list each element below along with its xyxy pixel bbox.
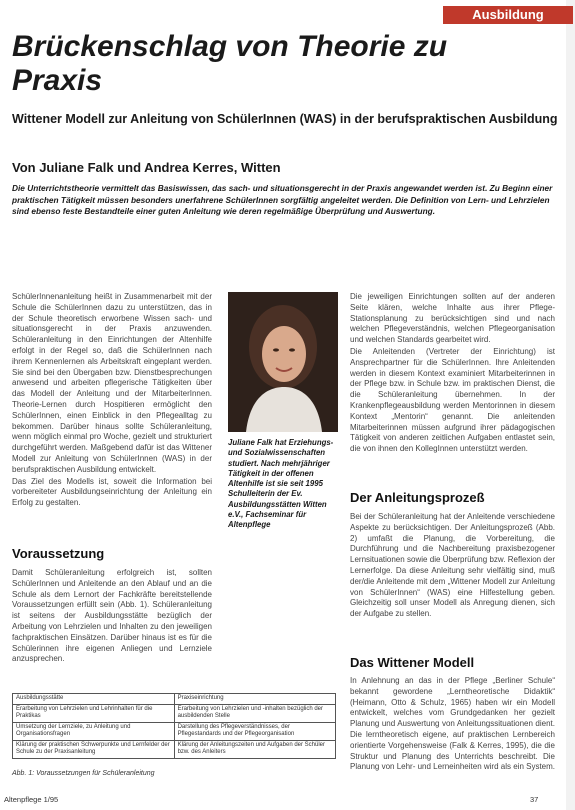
lead-paragraph: Die Unterrichtstheorie vermittelt das Basiswissen, das sach- und situationsgerecht in der Praxis angewandet werden ist. Zu Beginn einer praktischen Tätigkeit müssen besonders unerfahrene SchülerInnen sorgfältig angeleitet werden. Die Definition von Lern- und Lehrzielen sind ebenso feste Bestandteile einer guten Anleitung wie deren regelmäßige Überprüfung und Auswertung. [12, 183, 553, 216]
author-photo [228, 292, 338, 432]
section-tag: Ausbildung [443, 6, 573, 24]
body-paragraph: In Anlehnung an das in der Pflege „Berliner Schule“ bekannt gewordene „Lerntheoretische Didaktik“ (Heimann, Otto & Schulz, 1965) haben wir ein Modell entwickelt, welches vom Grundgedanken her gezielt Planung und Auswertung von Anleitungssituationen dient. Die lerntheoretisch eigene, auf praktischen Lernbereich orientierte Vorgehensweise (Falk & Kerres, 1995), die die Struktur und Planung des Unterrichts beschreibt. Die Planung von Lehr- und Lerneinheiten wird als ein System. [350, 676, 556, 772]
photo-caption: Juliane Falk hat Erziehungs- und Sozialwissenschaften studiert. Nach mehrjähriger Tätigkeit in der offenen Altenhilfe ist sie seit 1995 Schulleiterin der Ev. Ausbildungsstätten Witten e.V., Fachseminar für Altenpflege [228, 438, 334, 530]
page-number: 37 [530, 795, 539, 804]
column-1-bottom [12, 568, 212, 666]
body-paragraph: Bei der Schüleranleitung hat der Anleitende verschiedene Aspekte zu berücksichtigen. Der Anleitungsprozeß (Abb. 2) umfaßt die Planung, die Vorbereitung, die Durchführung und die Nachbereitung praxisbezogener Lernsituationen sowie die Überprüfung bzw. Reflexion der Lernerfolge. Da diese Anleitung sehr vielfältig sind, muß der/die Anleitende mit dem „Wittener Modell zur Anleitung von SchülerInnen“ (WAS) eine Hilfestellung geben. Gleichzeitig soll unser Modell als Anregung dienen, sich der Aufgabe zu stellen. [350, 512, 555, 619]
table-cell: Erarbeitung von Lehrzielen und -inhalten bezüglich der ausbildenden Stelle [174, 704, 335, 722]
table-cell: Klärung der Anleitungszeiten und Aufgaben der Schüler bzw. des Anleiters [174, 740, 335, 758]
table-cell: Klärung der praktischen Schwerpunkte und Lernfelder der Schule zu der Praxisanleitung [13, 740, 175, 758]
table-cell: Umsetzung der Lernziele, zu Anleitung und Organisationsfragen [13, 722, 175, 740]
table-header-cell: Praxiseinrichtung [174, 694, 335, 705]
table-row [13, 740, 336, 758]
body-paragraph: Die jeweiligen Einrichtungen sollten auf der anderen Seite klären, welche Inhalte aus ihrer Pflege-Stationsplanung zu berücksichtigen sind und nach welchen Pflegeverständnis, welchen Pflegeorganisation und welchen Standards gearbeitet wird. [350, 292, 555, 345]
table-caption: Abb. 1: Voraussetzungen für Schüleranleitung [12, 770, 155, 777]
table-row [13, 704, 336, 722]
table-header-cell: Ausbildungsstätte [13, 694, 175, 705]
column-3-bottom [350, 676, 555, 774]
heading-wittener-modell: Das Wittener Modell [350, 655, 475, 670]
heading-anleitungsprozess: Der Anleitungsprozeß [350, 490, 485, 505]
table-cell: Darstellung des Pflegeverständnisses, der Pflegestandards und der Pflegeorganisation [174, 722, 335, 740]
body-paragraph: SchülerInnenanleitung heißt in Zusammenarbeit mit der Schule die SchülerInnen dazu zu unterstützen, das in der Schule theoretisch erworbene Wissen sach- und situationsgerecht in der Praxis anzuwenden. Schüleranleitung in den Einrichtungen der Altenhilfe erfolgt in der Regel so, daß die SchülerInnen nach ihrem Kennenlernen als Arbeitskraft eingeplant werden. Sie sind bei den Übergaben bzw. Dienstbesprechungen anwesend und arbeiten pflegerische Tätigkeiten über das Modell der Anleitung und der MitarbeiterInnen. Theorie-Lernen durch Hospitieren ermöglicht den SchülerInnen, einen Einblick in den Pflegealltag zu bekommen. Darüber hinaus sollte Schüleranleitung, wenn möglich einmal pro Woche, gezielt und strukturiert durchgeführt werden. Maßgebend dafür ist das Wittener Modell zur Anleitung von SchülerInnen (WAS) in der berufspraktischen Ausbildung entwickelt. [12, 292, 212, 474]
table-row [13, 722, 336, 740]
column-3-middle [350, 512, 555, 621]
requirements-table [12, 693, 336, 759]
page-edge [566, 0, 575, 810]
byline: Von Juliane Falk und Andrea Kerres, Witten [12, 160, 281, 175]
column-3-top [350, 292, 555, 456]
portrait-illustration [228, 292, 338, 432]
body-paragraph: Die Anleitenden (Vertreter der Einrichtung) ist Ansprechpartner für die SchülerInnen. Ihre Anleitenden werden in diesem Kontext examiniert Mitarbeiterinnen in der Pflege bzw. in Schule bzw. im praktischen Dienst, die die Schüleranleitung übernehmen. In der Krankenpflegeausbildung werden Mentorinnen in diesem Kontext „Mentorin“ genannt. Die anleitenden Mitarbeiterinnen müssen aufgrund ihrer pädagogischen Tätigkeit von anderen zeitlichen Aufgaben entlastet sein, die von ihnen den KollegInnen unterstützt werden. [350, 346, 555, 454]
column-1-top [12, 292, 212, 510]
body-paragraph: Damit Schüleranleitung erfolgreich ist, sollten SchülerInnen und Anleitende an den Ablauf und an die Schule als dem Lernort der Fachkräfte bereitstellende Voraussetzungen erfüllt sein (Abb. 1). Schüleranleitung ist seitens der Ausbildungsstätte bezüglich der Arbeitung von Lehrzielen und Inhalten zu den jeweiligen fachpraktischen Einsätzen. Darüber hinaus ist es für die Schülerinnen ihre eigenen Anliegen und Lernziele anzusprechen. [12, 568, 212, 664]
article-title: Brückenschlag von Theorie zu Praxis [12, 30, 448, 97]
article-subtitle: Wittener Modell zur Anleitung von SchülerInnen (WAS) in der berufspraktischen Ausbildung [12, 112, 558, 126]
heading-voraussetzung: Voraussetzung [12, 546, 105, 561]
footer-issue: Altenpflege 1/95 [4, 795, 59, 804]
table-cell: Erarbeitung von Lehrzielen und Lehrinhalten für die Praktikas [13, 704, 175, 722]
table-header-row [13, 694, 336, 705]
body-paragraph: Das Ziel des Modells ist, soweit die Information bei vorbereiteter Ausbildungseinrichtung der Anleitung ein Erfolg zu gestalten. [12, 476, 212, 508]
